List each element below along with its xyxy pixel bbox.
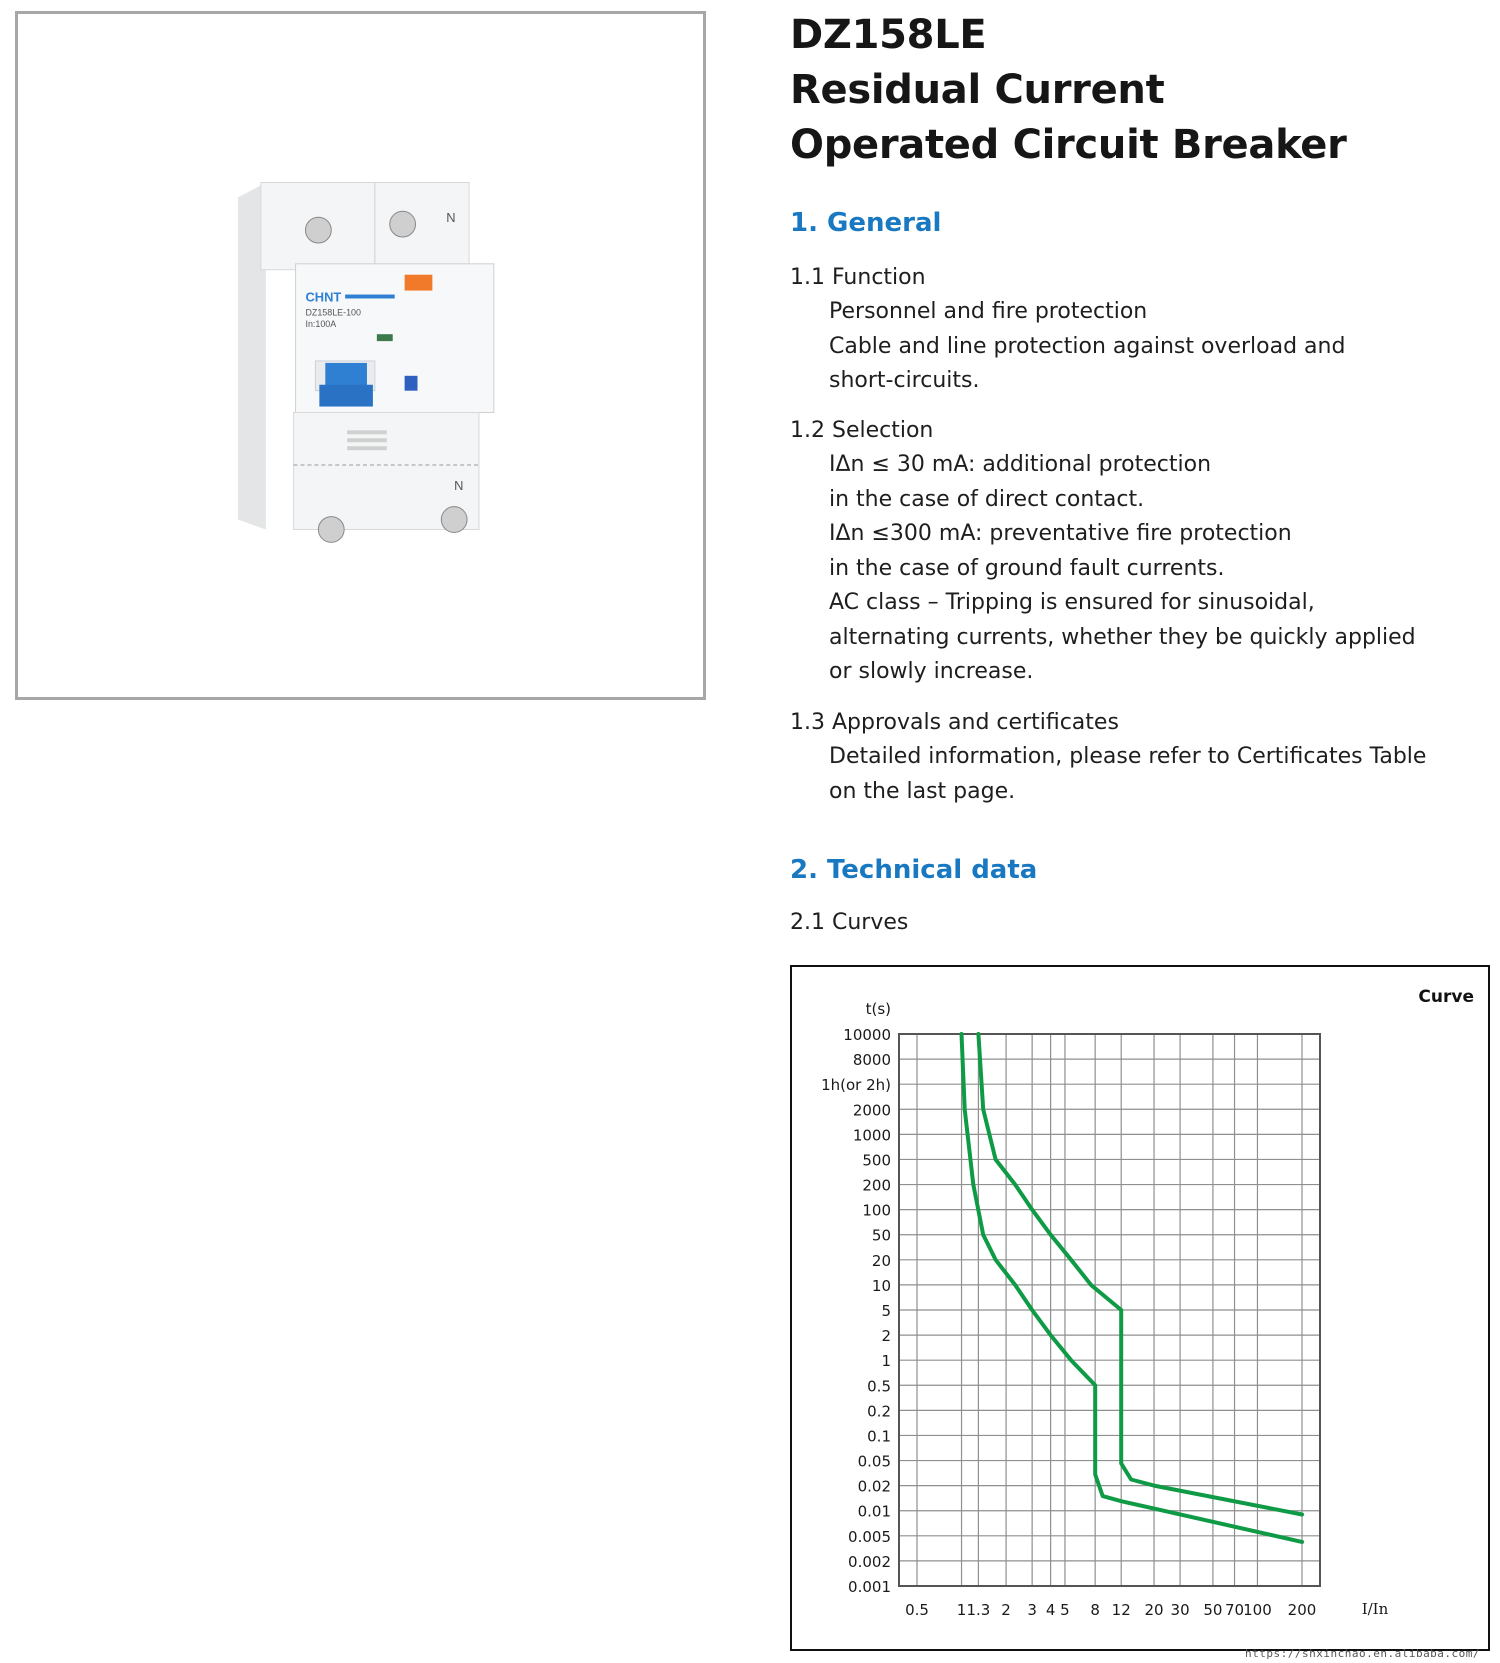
screw-icon: [441, 507, 467, 533]
section-heading-technical-data: 2. Technical data: [790, 855, 1038, 885]
x-tick-label: 100: [1243, 1601, 1272, 1619]
test-button: [405, 275, 433, 291]
text-line: IΔn ≤ 30 mA: additional protection: [829, 452, 1212, 477]
svg-text:N: N: [454, 477, 464, 493]
text-line: on the last page.: [829, 778, 1016, 804]
screw-icon: [390, 211, 416, 237]
approvals-text: [829, 740, 1426, 809]
text-line: or slowly increase.: [829, 659, 1034, 684]
y-tick-label: 1: [881, 1352, 891, 1371]
text-line: in the case of direct contact.: [829, 486, 1145, 512]
curve-series-lower: [962, 1034, 1303, 1542]
chart-title: Curve: [1418, 987, 1474, 1007]
y-tick-label: 0.1: [867, 1427, 891, 1446]
text-line: short-circuits.: [829, 368, 980, 393]
rating-label: In:100A: [305, 319, 337, 330]
y-tick-label: 1h(or 2h): [821, 1076, 891, 1095]
y-tick-label: 10000: [843, 1026, 891, 1044]
tripping-curve-chart: [790, 965, 1490, 1651]
y-tick-label: 200: [862, 1176, 891, 1195]
product-image-frame: [15, 11, 706, 700]
y-tick-label: 0.5: [867, 1377, 891, 1396]
y-tick-label: 2: [881, 1327, 891, 1346]
page-title: [790, 8, 1347, 173]
text-line: Cable and line protection against overload and: [829, 333, 1346, 359]
subsection-title-function: 1.1 Function: [790, 265, 926, 290]
y-tick-label: 0.02: [857, 1477, 891, 1496]
text-line: IΔn ≤300 mA: preventative fire protection: [829, 521, 1292, 546]
watermark-url: https://shxinchao.en.alibaba.com/: [1245, 1647, 1481, 1660]
curve-series-upper: [978, 1034, 1302, 1515]
screw-icon: [305, 217, 331, 243]
x-tick-label: 3: [1027, 1601, 1037, 1619]
text-line: in the case of ground fault currents.: [829, 555, 1225, 581]
y-tick-label: 50: [871, 1226, 891, 1245]
x-tick-label: 0.5: [905, 1601, 929, 1619]
text-line: AC class – Tripping is ensured for sinusoidal,: [829, 590, 1315, 615]
y-tick-label: 100: [862, 1201, 891, 1220]
function-text: [829, 295, 1345, 399]
y-tick-label: 0.05: [857, 1452, 891, 1471]
title-line: Operated Circuit Breaker: [790, 122, 1347, 168]
y-tick-label: 0.001: [848, 1578, 891, 1596]
y-tick-label: 8000: [852, 1051, 891, 1070]
x-tick-label: 2: [1001, 1601, 1011, 1619]
x-tick-label: 200: [1287, 1601, 1317, 1619]
y-axis-label: t(s): [865, 1000, 891, 1018]
top-terminal-block: [261, 183, 469, 270]
terminal-n-label: N: [446, 210, 456, 226]
x-tick-label: 30: [1170, 1601, 1190, 1619]
screw-icon: [318, 517, 344, 543]
brand-logo: CHNT: [305, 289, 342, 305]
toggle-handle: [325, 363, 367, 387]
text-line: alternating currents, whether they be quickly applied: [829, 624, 1416, 650]
y-tick-label: 0.005: [848, 1527, 891, 1546]
product-image: [18, 14, 703, 697]
y-tick-label: 0.002: [848, 1552, 891, 1571]
text-line: Detailed information, please refer to Certificates Table: [829, 744, 1427, 769]
model-label: DZ158LE-100: [305, 307, 361, 318]
x-tick-label: 5: [1060, 1601, 1070, 1619]
x-tick-label: 8: [1090, 1601, 1100, 1619]
subsection-title-approvals: 1.3 Approvals and certificates: [790, 710, 1119, 735]
y-tick-label: 1000: [852, 1126, 891, 1145]
y-tick-label: 10: [871, 1276, 891, 1295]
text-line: Personnel and fire protection: [829, 299, 1148, 324]
title-line: Residual Current: [790, 67, 1165, 113]
x-tick-label: 12: [1111, 1601, 1131, 1619]
x-tick-label: 20: [1144, 1601, 1164, 1619]
y-tick-label: 0.2: [867, 1402, 891, 1421]
y-tick-label: 20: [871, 1251, 891, 1270]
x-tick-label: 70: [1224, 1601, 1245, 1619]
y-tick-label: 2000: [852, 1101, 891, 1120]
x-axis-label: I/In: [1361, 1600, 1389, 1618]
y-tick-label: 0.01: [857, 1502, 891, 1521]
subsection-title-curves: 2.1 Curves: [790, 910, 909, 935]
chart-canvas: [792, 967, 1488, 1649]
subsection-title-selection: 1.2 Selection: [790, 418, 934, 443]
title-line: DZ158LE: [790, 12, 987, 58]
section-heading-general: 1. General: [790, 208, 942, 238]
selection-text: [829, 448, 1416, 690]
x-tick-label: 1: [956, 1601, 967, 1619]
y-tick-label: 5: [881, 1302, 891, 1320]
x-tick-label: 1.3: [966, 1601, 991, 1619]
x-tick-label: 4: [1045, 1601, 1056, 1619]
y-tick-label: 500: [862, 1151, 891, 1170]
x-tick-label: 50: [1203, 1601, 1223, 1619]
